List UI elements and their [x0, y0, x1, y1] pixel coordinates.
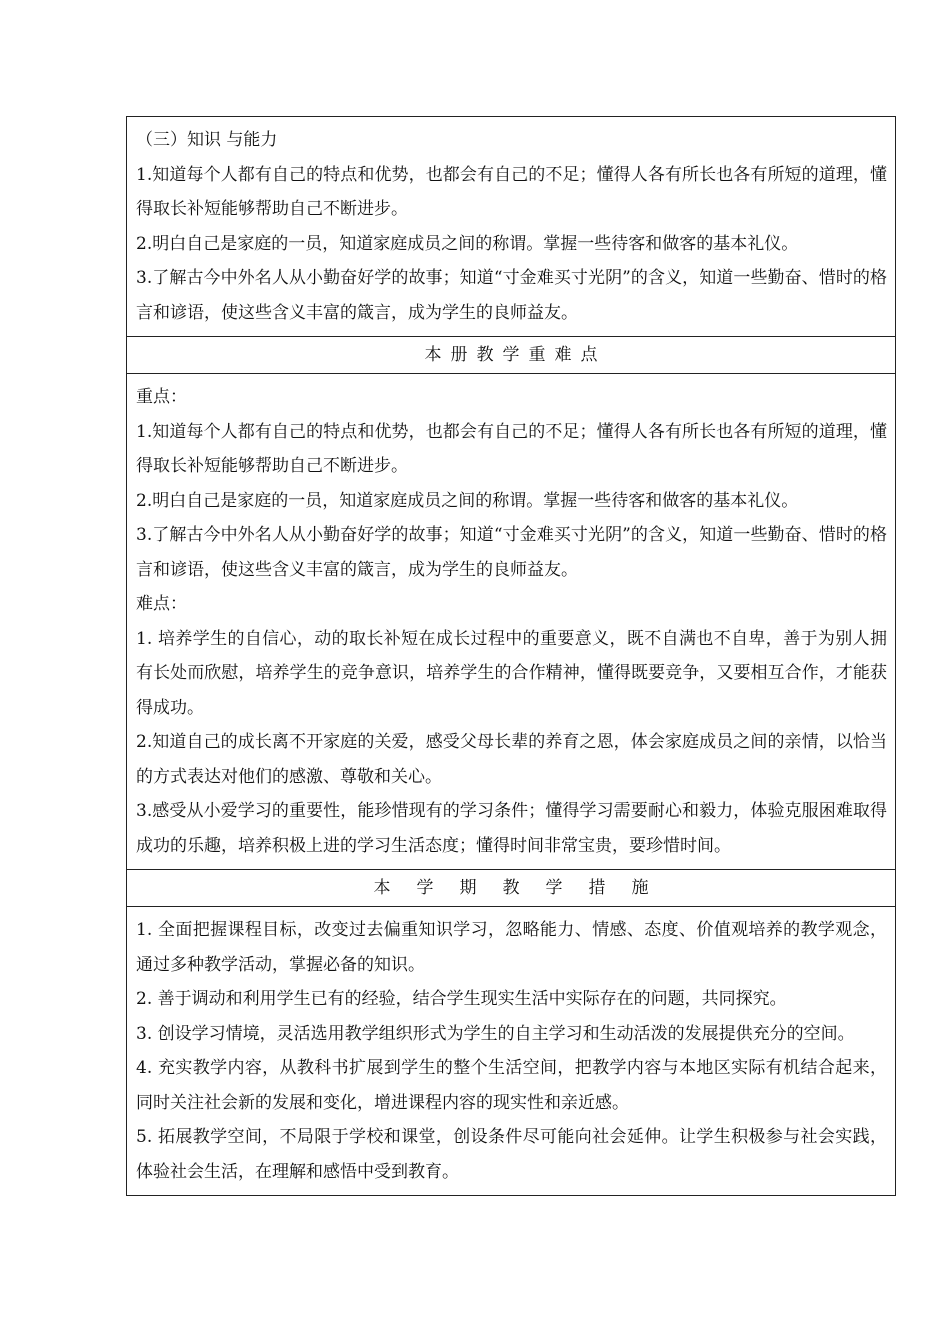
plan-table: [126, 116, 896, 1196]
keypoints-title: 本册教学重难点: [424, 345, 607, 365]
measure-item-5: 5. 拓展教学空间，不局限于学校和课堂，创设条件尽可能向社会延伸。让学生积极参与社会实践，体验社会生活，在理解和感悟中受到教育。: [136, 1127, 887, 1182]
focus-item-3: 3.了解古今中外名人从小勤奋好学的故事；知道“寸金难买寸光阴”的含义，知道一些勤奋、惜时的格言和谚语，使这些含义丰富的箴言，成为学生的良师益友。: [136, 525, 887, 580]
measures-section: [127, 906, 895, 1195]
measure-item-1: 1. 全面把握课程目标，改变过去偏重知识学习，忽略能力、情感、态度、价值观培养的教学观念，通过多种教学活动，掌握必备的知识。: [136, 920, 887, 975]
measures-title: 本学期教学措施: [373, 878, 675, 898]
difficulty-label: 难点：: [136, 594, 187, 614]
focus-label: 重点：: [136, 387, 187, 407]
knowledge-item-3: 3.了解古今中外名人从小勤奋好学的故事；知道“寸金难买寸光阴”的含义，知道一些勤奋、惜时的格言和谚语，使这些含义丰富的箴言，成为学生的良师益友。: [136, 268, 887, 323]
difficulty-item-3: 3.感受从小爱学习的重要性，能珍惜现有的学习条件；懂得学习需要耐心和毅力，体验克服困难取得成功的乐趣，培养积极上进的学习生活态度；懂得时间非常宝贵，要珍惜时间。: [136, 801, 887, 856]
measure-item-3: 3. 创设学习情境，灵活选用教学组织形式为学生的自主学习和生动活泼的发展提供充分的空间。: [136, 1023, 855, 1044]
focus-item-1: 1.知道每个人都有自己的特点和优势，也都会有自己的不足；懂得人各有所长也各有所短的道理，懂得取长补短能够帮助自己不断进步。: [136, 421, 887, 476]
keypoints-title-row: [127, 336, 895, 373]
measure-item-2: 2. 善于调动和利用学生已有的经验，结合学生现实生活中实际存在的问题，共同探究。: [136, 989, 787, 1009]
knowledge-ability-heading: （三）知识 与能力: [136, 130, 278, 150]
measure-item-4: 4. 充实教学内容，从教科书扩展到学生的整个生活空间，把教学内容与本地区实际有机结合起来，同时关注社会新的发展和变化，增进课程内容的现实性和亲近感。: [136, 1058, 887, 1113]
knowledge-item-1: 1.知道每个人都有自己的特点和优势，也都会有自己的不足；懂得人各有所长也各有所短的道理，懂得取长补短能够帮助自己不断进步。: [136, 164, 887, 219]
focus-item-2: 2.明白自己是家庭的一员，知道家庭成员之间的称谓。掌握一些待客和做客的基本礼仪。: [136, 490, 799, 511]
knowledge-ability-section: [127, 117, 895, 336]
knowledge-item-2: 2.明白自己是家庭的一员，知道家庭成员之间的称谓。掌握一些待客和做客的基本礼仪。: [136, 233, 799, 254]
measures-title-row: [127, 869, 895, 906]
difficulty-item-2: 2.知道自己的成长离不开家庭的关爱，感受父母长辈的养育之恩，体会家庭成员之间的亲情，以恰当的方式表达对他们的感激、尊敬和关心。: [136, 732, 887, 787]
keypoints-section: [127, 373, 895, 869]
difficulty-item-1: 1. 培养学生的自信心，动的取长补短在成长过程中的重要意义，既不自满也不自卑，善于为别人拥有长处而欣慰，培养学生的竞争意识，培养学生的合作精神，懂得既要竞争，又要相互合作，才能获得成功。: [136, 628, 887, 718]
